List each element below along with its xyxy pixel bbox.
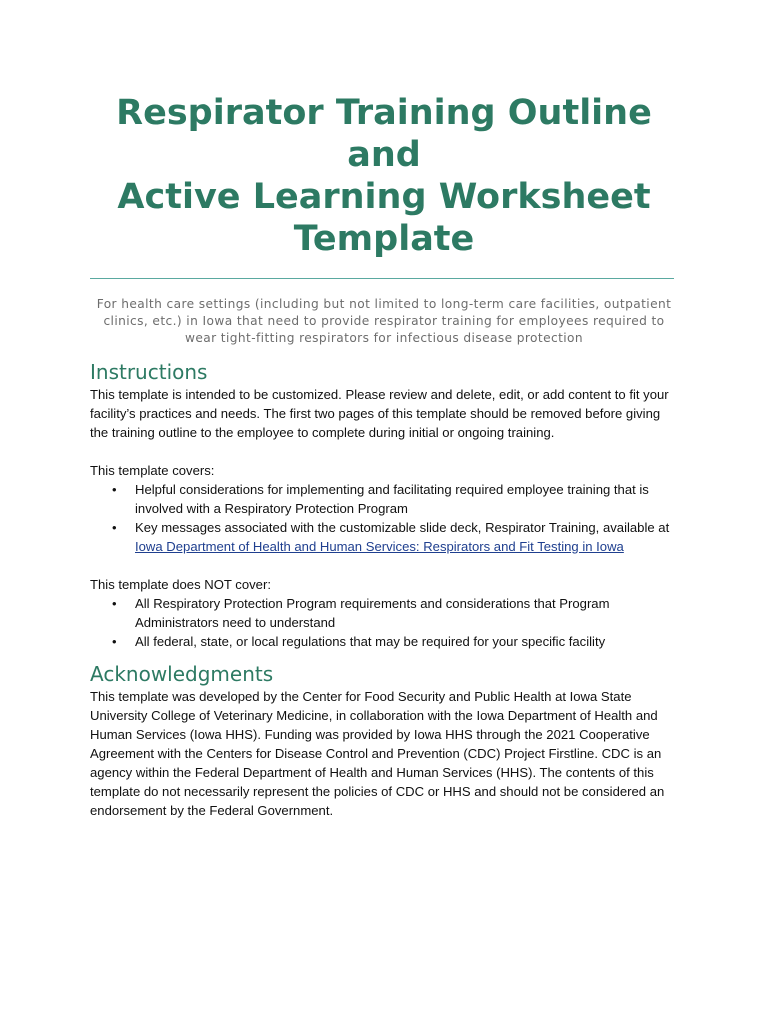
covers-list xyxy=(90,480,678,556)
title-divider xyxy=(90,278,674,279)
covers-label: This template covers: xyxy=(90,463,215,478)
not-cover-list xyxy=(90,594,678,651)
covers-list-item: • Helpful considerations for implementing and facilitating required employee training that is involved with a Respiratory Protection Program xyxy=(135,480,678,518)
title-line-1: Respirator Training Outline xyxy=(116,93,652,133)
document-subtitle: For health care settings (including but not limited to long-term care facilities, outpatient clinics, etc.) in Iowa that need to provide respirator training for employees required to wear tight-fitting respirators for infectious disease protection xyxy=(96,297,672,345)
covers-list-item xyxy=(135,518,678,556)
document-page xyxy=(90,0,678,820)
not-cover-list-item: • All federal, state, or local regulations that may be required for your specific facility xyxy=(135,632,678,651)
instructions-intro: This template is intended to be customized. Please review and delete, edit, or add content to fit your facility’s practices and needs. The first two pages of this template should be removed before giving the training outline to the employee to complete during initial or ongoing training. xyxy=(90,387,669,440)
not-cover-list-item: • All Respiratory Protection Program requirements and considerations that Program Administrators need to understand xyxy=(135,594,678,632)
instructions-heading: Instructions xyxy=(90,360,208,384)
acknowledgments-heading: Acknowledgments xyxy=(90,662,274,686)
title-line-2: and xyxy=(347,135,421,175)
title-line-4: Template xyxy=(293,219,475,259)
not-cover-label: This template does NOT cover: xyxy=(90,577,271,592)
acknowledgments-body: This template was developed by the Center for Food Security and Public Health at Iowa State University College of Veterinary Medicine, in collaboration with the Iowa Department of Health and Human Services (Iowa HHS). Funding was provided by Iowa HHS through the 2021 Cooperative Agreement with the Centers for Disease Control and Prevention (CDC) Project Firstline. CDC is an agency within the Federal Department of Health and Human Services (HHS). The contents of this template do not necessarily represent the policies of CDC or HHS and should not be considered an endorsement by the Federal Government. xyxy=(90,689,665,818)
covers-item-text: Key messages associated with the customizable slide deck, Respirator Training, available at xyxy=(135,520,670,535)
iowa-hhs-respirators-link[interactable]: Iowa Department of Health and Human Services: Respirators and Fit Testing in Iowa xyxy=(135,539,624,554)
document-title xyxy=(90,92,678,260)
title-line-3: Active Learning Worksheet xyxy=(117,177,651,217)
